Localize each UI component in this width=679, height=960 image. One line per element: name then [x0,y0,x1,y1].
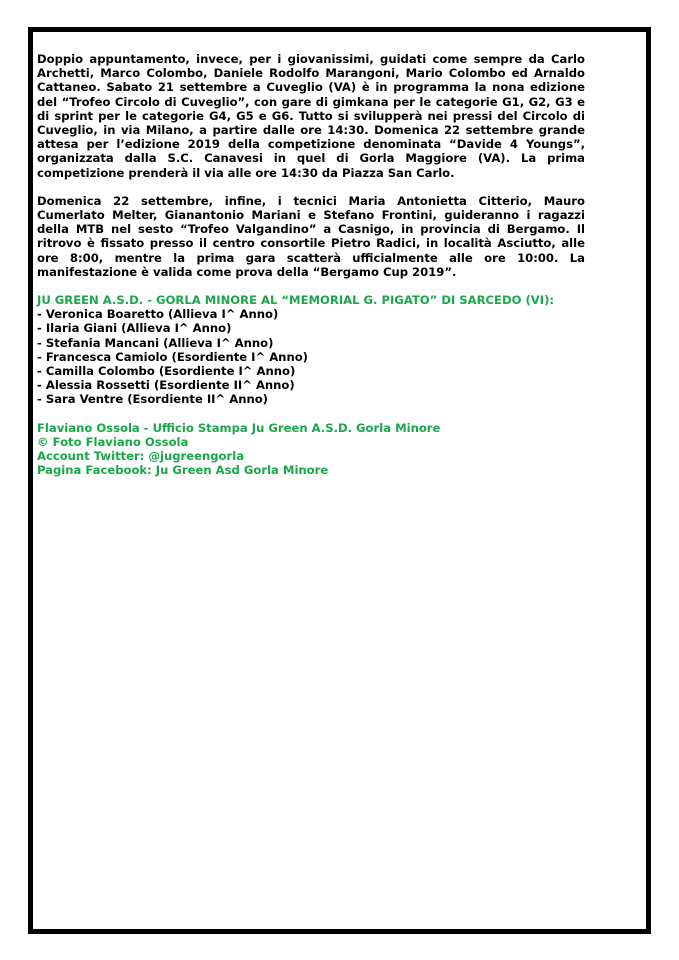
roster-item: - Camilla Colombo (Esordiente I^ Anno) [37,364,296,379]
credit-press-office: Flaviano Ossola - Ufficio Stampa Ju Green A.S.D. Gorla Minore [37,420,441,435]
team-heading: JU GREEN A.S.D. - GORLA MINORE AL “MEMORIAL G. PIGATO” DI SARCEDO (VI): [37,293,555,308]
roster-list [37,307,585,406]
document-body [37,52,585,477]
credit-twitter: Account Twitter: @jugreengorla [37,449,245,464]
roster-item: - Stefania Mancani (Allieva I^ Anno) [37,335,274,350]
roster-item: - Sara Ventre (Esordiente II^ Anno) [37,392,268,407]
credit-facebook: Pagina Facebook: Ju Green Asd Gorla Minore [37,463,329,478]
roster-item: - Francesca Camiolo (Esordiente I^ Anno) [37,349,308,364]
paragraph-mtb: Domenica 22 settembre, infine, i tecnici Maria Antonietta Citterio, Mauro Cumerlato Melter, Gianantonio Mariani e Stefano Frontini, guideranno i ragazzi della MTB nel sesto “Trofeo Valgandino” a Casnigo, in provincia di Bergamo. Il ritrovo è fissato presso il centro consortile Pietro Radici, in località Asciutto, alle ore 8:00, mentre la prima gara scatterà ufficialmente alle ore 10:00. La manifestazione è valida come prova della “Bergamo Cup 2019”. [37,193,585,279]
roster-item: - Ilaria Giani (Allieva I^ Anno) [37,321,232,336]
paragraph-giovanissimi: Doppio appuntamento, invece, per i giovanissimi, guidati come sempre da Carlo Archetti, Marco Colombo, Daniele Rodolfo Marangoni, Mario Colombo ed Arnaldo Cattaneo. Sabato 21 settembre a Cuveglio (VA) è in programma la nona edizione del “Trofeo Circolo di Cuveglio”, con gare di gimkana per le categorie G1, G2, G3 e di sprint per le categorie G4, G5 e G6. Tutto si svilupperà nei pressi del Circolo di Cuveglio, in via Milano, a partire dalle ore 14:30. Domenica 22 settembre grande attesa per l’edizione 2019 della competizione denominata “Davide 4 Youngs”, organizzata dalla S.C. Canavesi in quel di Gorla Maggiore (VA). La prima competizione prenderà il via alle ore 14:30 da Piazza San Carlo. [37,52,585,180]
credits-block [37,421,585,478]
roster-item: - Alessia Rossetti (Esordiente II^ Anno) [37,378,295,393]
credit-photo: © Foto Flaviano Ossola [37,434,189,449]
roster-item: - Veronica Boaretto (Allieva I^ Anno) [37,307,279,322]
